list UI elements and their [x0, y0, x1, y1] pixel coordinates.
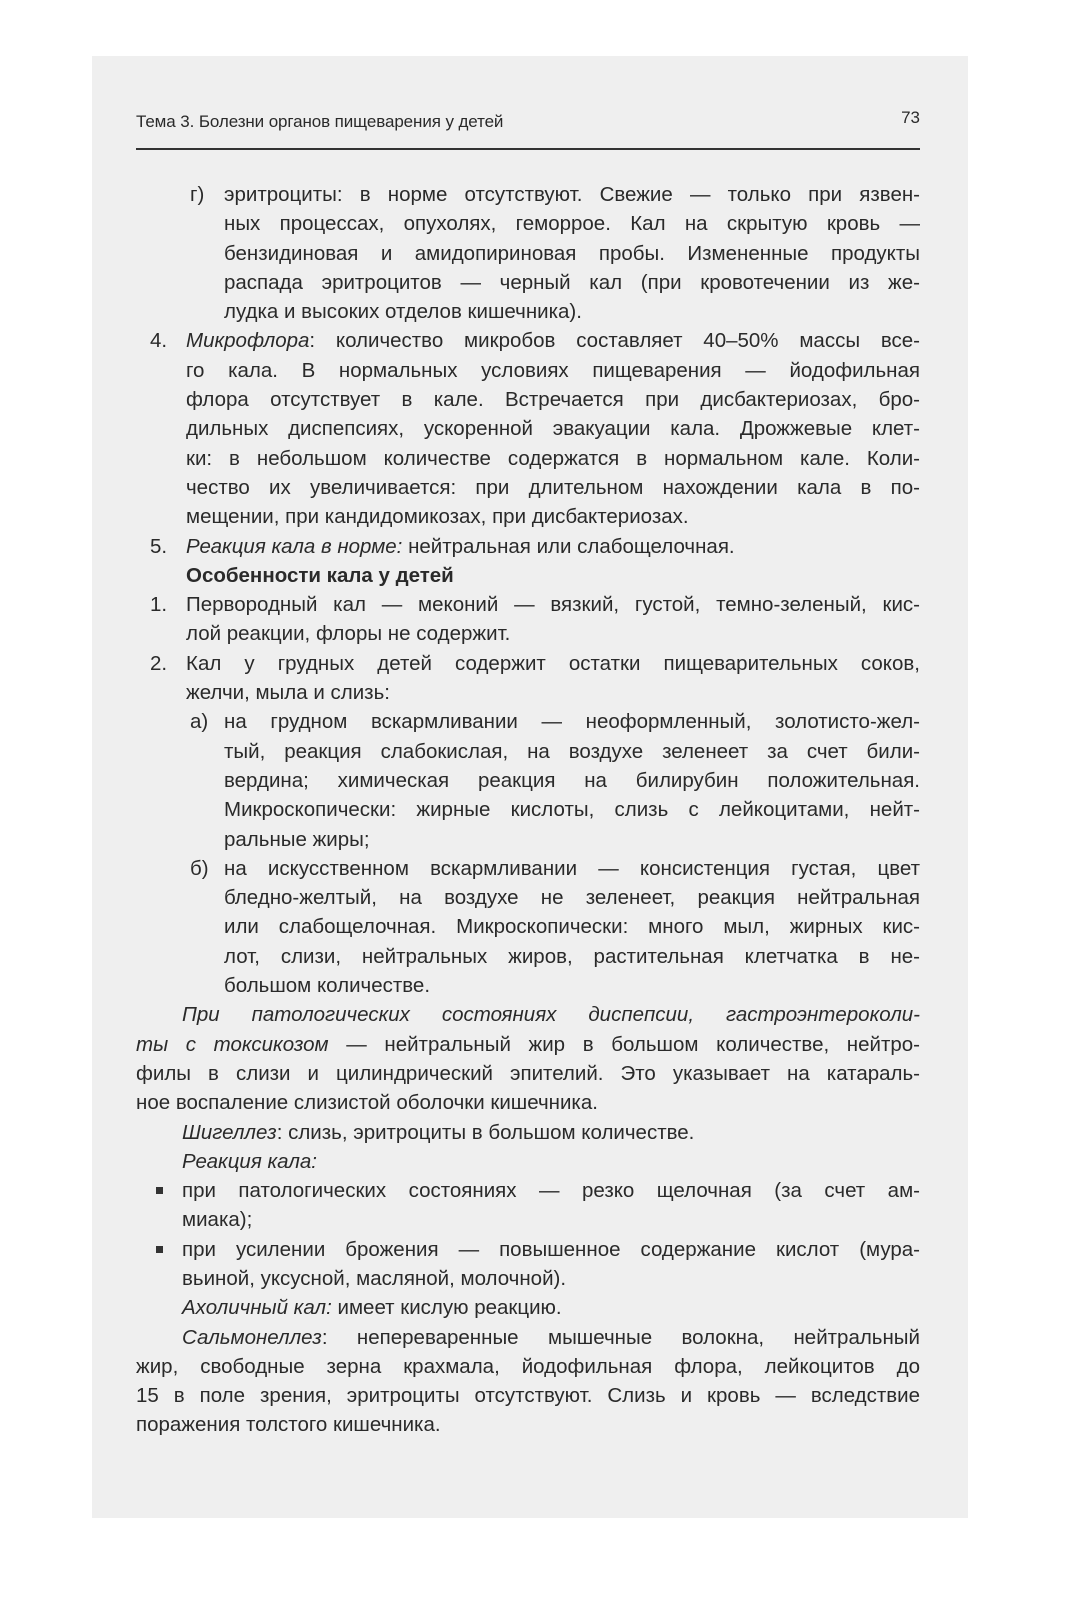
line-text [224, 268, 920, 297]
line-text [186, 356, 920, 385]
italic-term: Реакция кала: [182, 1149, 317, 1173]
text-line [136, 590, 920, 619]
line-text [136, 1381, 920, 1410]
text-line [136, 1235, 920, 1264]
text-run: большом количестве. [224, 974, 431, 998]
list-marker: 2. [150, 651, 168, 675]
text-run: при патологических состояниях — резко щелочная (за счет ам- [182, 1179, 920, 1203]
text-line [136, 1059, 920, 1088]
text-line [136, 942, 920, 971]
line-text [186, 561, 920, 590]
text-run: мещении, при кандидомикозах, при дисбактериозах. [186, 505, 689, 529]
line-text [224, 766, 920, 795]
text-line [136, 473, 920, 502]
line-text [224, 971, 920, 1000]
bold-heading: Особенности кала у детей [186, 563, 454, 587]
line-text [186, 502, 920, 531]
italic-term: ты с токсикозом [136, 1032, 329, 1056]
line-text [136, 1059, 920, 1088]
text-run: лой реакции, флоры не содержит. [186, 622, 511, 646]
line-text [182, 1205, 920, 1234]
text-run: дильных диспепсиях, ускоренной эвакуации кала. Дрожжевые клет- [186, 417, 920, 441]
line-text [224, 942, 920, 971]
text-run: — нейтральный жир в большом количестве, нейтро- [328, 1032, 920, 1056]
line-text [224, 707, 920, 736]
text-run: на грудном вскармливании — неоформленный, золотисто-жел- [224, 710, 920, 734]
text-line [136, 356, 920, 385]
line-text [224, 854, 920, 883]
text-line [136, 649, 920, 678]
text-run: Кал у грудных детей содержит остатки пищеварительных соков, [186, 651, 920, 675]
line-text [182, 1264, 920, 1293]
line-text [186, 385, 920, 414]
list-marker: г) [190, 183, 205, 206]
text-line [136, 795, 920, 824]
line-text [136, 1410, 920, 1439]
italic-term: Шигеллез [182, 1120, 277, 1144]
text-line [136, 883, 920, 912]
line-text [182, 1293, 920, 1322]
text-line [136, 1264, 920, 1293]
text-run: лудка и высоких отделов кишечника). [224, 300, 582, 324]
text-line [136, 1147, 920, 1176]
text-run: поражения толстого кишечника. [136, 1413, 441, 1437]
text-line [136, 1293, 920, 1322]
text-line [136, 1205, 920, 1234]
text-run: ки: в небольшом количестве содержатся в нормальном кале. Коли- [186, 446, 920, 470]
text-line [136, 414, 920, 443]
text-line [136, 1410, 920, 1439]
line-text [186, 678, 920, 707]
text-line [136, 971, 920, 1000]
italic-term: Ахоличный кал: [182, 1296, 332, 1320]
text-line [136, 737, 920, 766]
list-marker: а) [190, 710, 209, 734]
text-run: Микроскопически: жирные кислоты, слизь с лейкоцитами, нейт- [224, 798, 920, 822]
line-text [224, 239, 920, 268]
line-text [186, 590, 920, 619]
text-run: : непереваренные мышечные волокна, нейтральный [321, 1325, 920, 1349]
line-text [224, 209, 920, 238]
text-run: ральные жиры; [224, 827, 370, 851]
line-text [182, 1176, 920, 1205]
line-text [224, 883, 920, 912]
text-line [136, 532, 920, 561]
list-marker: 1. [150, 593, 168, 617]
list-marker: 5. [150, 534, 168, 558]
text-run: чество их увеличивается: при длительном нахождении кала в по- [186, 475, 920, 499]
text-run: вьиной, уксусной, масляной, молочной). [182, 1266, 567, 1290]
running-header [136, 108, 920, 150]
text-run: или слабощелочная. Микроскопически: много мыл, жирных кис- [224, 915, 920, 939]
square-bullet-icon [156, 1246, 163, 1253]
text-run: желчи, мыла и слизь: [186, 681, 390, 705]
line-text [136, 1352, 920, 1381]
text-line [136, 502, 920, 531]
line-text [186, 649, 920, 678]
line-text [224, 795, 920, 824]
text-line [136, 1323, 920, 1352]
page-number: 73 [901, 108, 920, 127]
text-line [136, 268, 920, 297]
text-line [136, 1176, 920, 1205]
text-run: филы в слизи и цилиндрический эпителий. Это указывает на катараль- [136, 1061, 920, 1085]
line-text [186, 414, 920, 443]
italic-term: При патологических состояниях диспепсии, гастроэнтероколи- [182, 1003, 920, 1027]
line-text [224, 825, 920, 854]
text-line [136, 1118, 920, 1147]
text-run: нейтральная или слабощелочная. [402, 534, 735, 558]
text-line [136, 1030, 920, 1059]
square-bullet-icon [156, 1187, 163, 1194]
text-run: лот, слизи, нейтральных жиров, растительная клетчатка в не- [224, 944, 920, 968]
text-line [136, 766, 920, 795]
line-text [224, 297, 920, 326]
line-text [224, 912, 920, 941]
text-line [136, 444, 920, 473]
line-text [182, 1323, 920, 1352]
list-marker: 4. [150, 329, 168, 353]
text-line [136, 912, 920, 941]
text-line [136, 385, 920, 414]
line-text [186, 473, 920, 502]
text-run: Первородный кал — меконий — вязкий, густой, темно-зеленый, кис- [186, 593, 920, 617]
text-line [136, 854, 920, 883]
text-run: вердина; химическая реакция на билирубин положительная. [224, 768, 920, 792]
line-text [136, 1088, 920, 1117]
text-run: бензидиновая и амидопириновая пробы. Измененные продукты [224, 241, 920, 265]
line-text [186, 326, 920, 355]
text-line [136, 1352, 920, 1381]
text-run: тый, реакция слабокислая, на воздухе зеленеет за счет били- [224, 739, 920, 763]
text-line [136, 239, 920, 268]
line-text [186, 532, 920, 561]
text-run: 15 в поле зрения, эритроциты отсутствуют. Слизь и кровь — вследствие [136, 1384, 920, 1408]
line-text [182, 1000, 920, 1029]
line-text [186, 444, 920, 473]
page-body-text [136, 180, 920, 1440]
text-line [136, 1381, 920, 1410]
text-run: эритроциты: в норме отсутствуют. Свежие — только при язвен- [224, 183, 920, 206]
italic-term: Микрофлора [186, 329, 310, 353]
text-run: ное воспаление слизистой оболочки кишечника. [136, 1091, 598, 1115]
line-text [182, 1235, 920, 1264]
text-line [136, 180, 920, 209]
text-line [136, 209, 920, 238]
text-run: бледно-желтый, на воздухе не зеленеет, реакция нейтральная [224, 886, 920, 910]
line-text [224, 180, 920, 209]
italic-term: Реакция кала в норме: [186, 534, 403, 558]
list-marker: б) [190, 856, 209, 880]
text-line [136, 619, 920, 648]
text-run: на искусственном вскармливании — консистенция густая, цвет [224, 856, 920, 880]
running-header-title: Тема 3. Болезни органов пищеварения у детей [136, 112, 504, 131]
text-run: флора отсутствует в кале. Встречается при дисбактериозах, бро- [186, 388, 920, 412]
text-line [136, 561, 920, 590]
line-text [182, 1118, 920, 1147]
line-text [182, 1147, 920, 1176]
text-run: : слизь, эритроциты в большом количестве. [276, 1120, 695, 1144]
text-run: миака); [182, 1208, 253, 1232]
italic-term: Сальмонеллез [182, 1325, 322, 1349]
text-line [136, 1000, 920, 1029]
text-run: ных процессах, опухолях, геморрое. Кал на скрытую кровь — [224, 212, 920, 236]
line-text [186, 619, 920, 648]
text-line [136, 678, 920, 707]
text-run: жир, свободные зерна крахмала, йодофильная флора, лейкоцитов до [136, 1354, 920, 1378]
text-line [136, 326, 920, 355]
text-run: распада эритроцитов — черный кал (при кровотечении из же- [224, 270, 920, 294]
text-line [136, 1088, 920, 1117]
text-line [136, 825, 920, 854]
text-run: имеет кислую реакцию. [331, 1296, 562, 1320]
text-line [136, 297, 920, 326]
text-run: : количество микробов составляет 40–50% массы все- [309, 329, 920, 353]
line-text [136, 1030, 920, 1059]
line-text [224, 737, 920, 766]
text-run: при усилении брожения — повышенное содержание кислот (мура- [182, 1237, 920, 1261]
text-run: го кала. В нормальных условиях пищеварения — йодофильная [186, 358, 920, 382]
text-line [136, 707, 920, 736]
